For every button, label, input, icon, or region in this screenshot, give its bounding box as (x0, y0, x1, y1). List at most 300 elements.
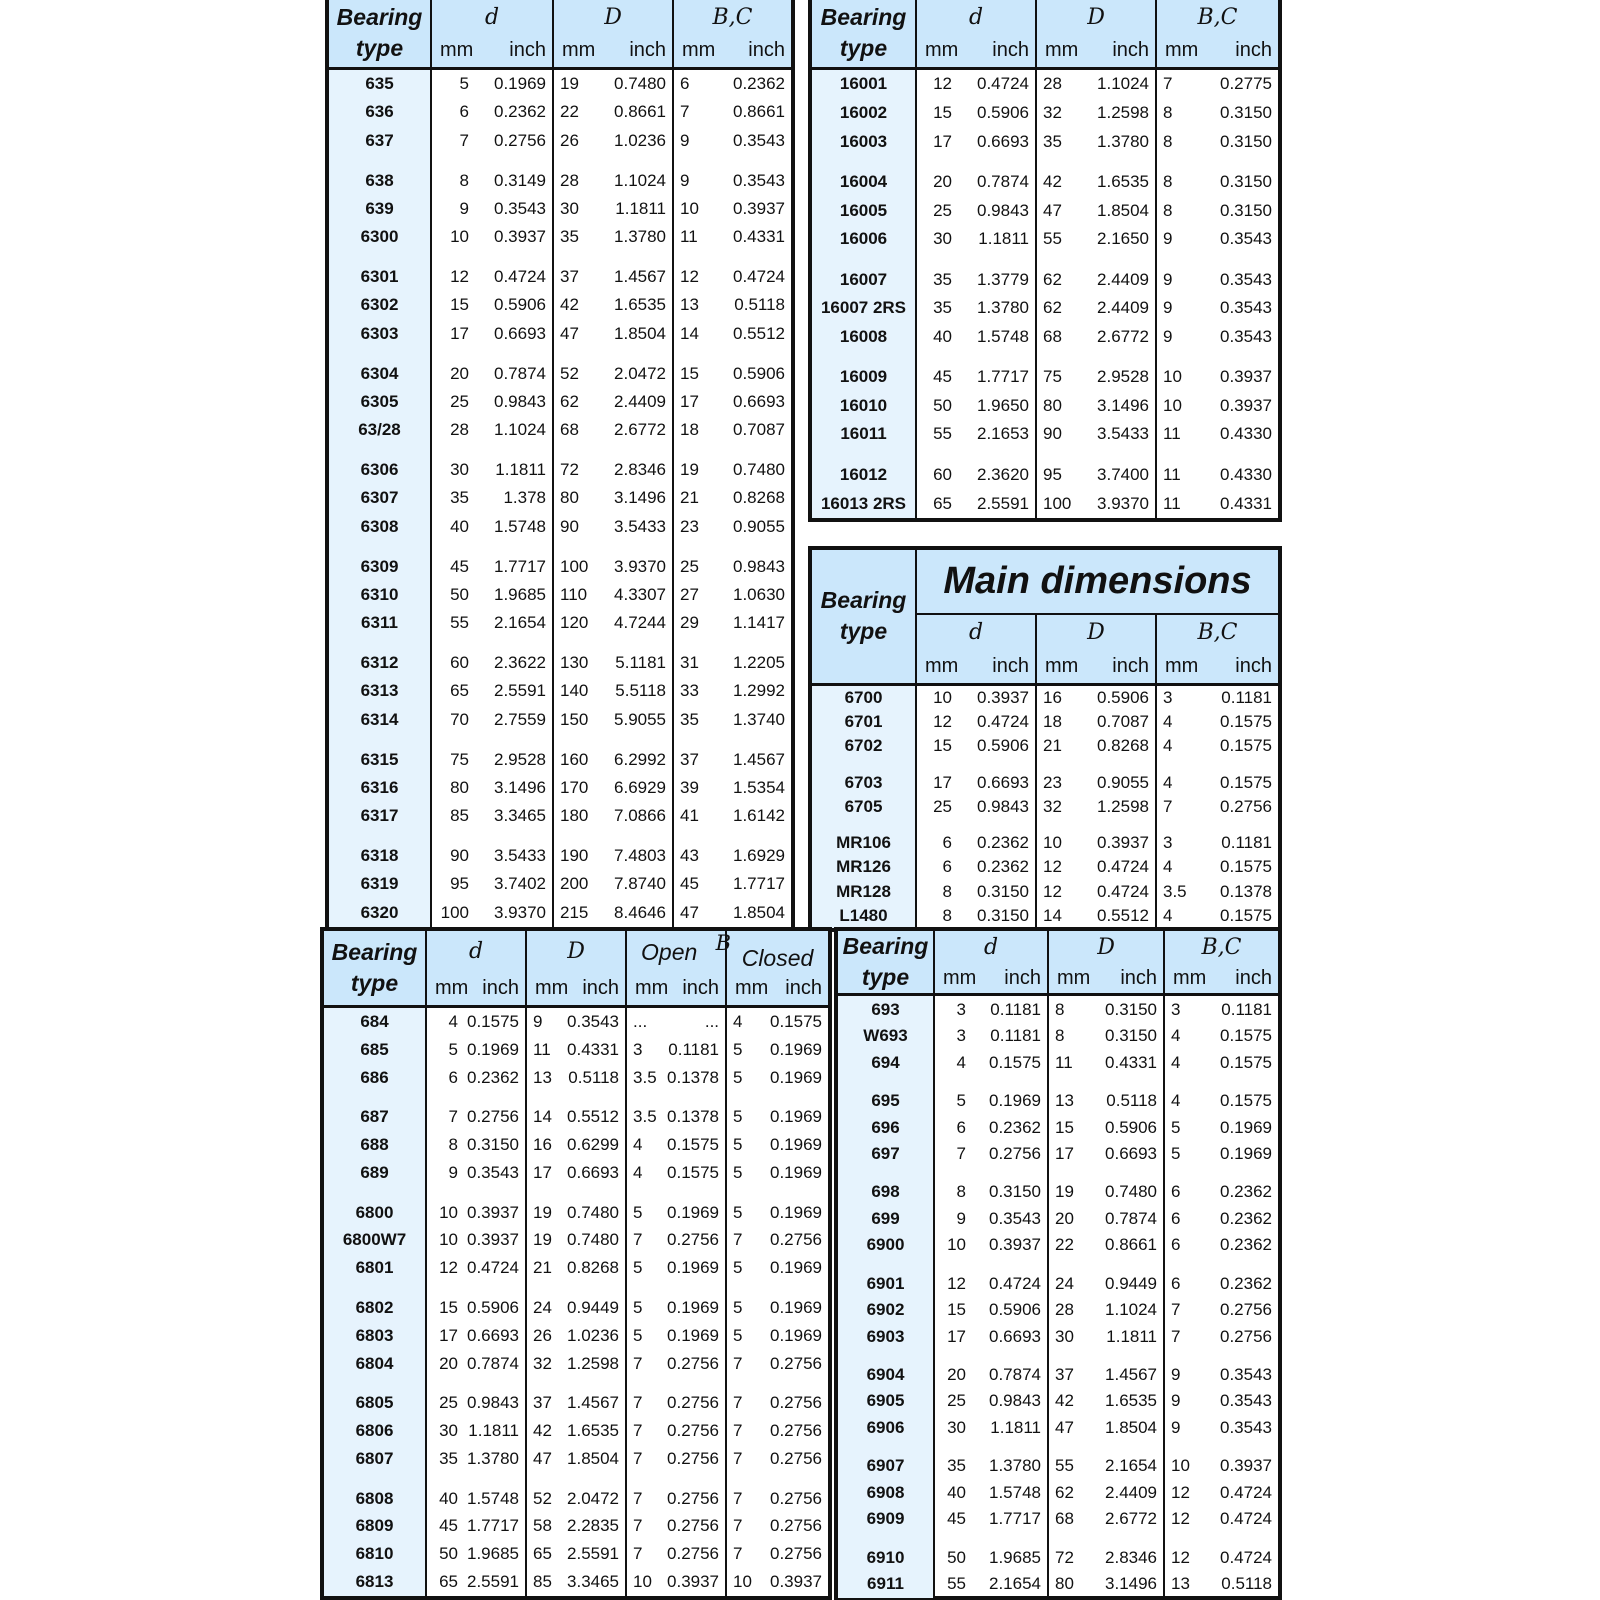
mm-value: 55 (450, 613, 469, 633)
bearing-type-cell: 6804 (324, 1350, 426, 1378)
mm-value: 45 (680, 874, 699, 894)
mm-value: 100 (560, 556, 589, 576)
table-row (838, 1388, 1278, 1414)
table-row (812, 168, 1278, 197)
mm-value: 5 (733, 1202, 743, 1222)
table-row (812, 771, 1278, 795)
D-header: D (526, 931, 626, 972)
inch-value: 2.3620 (958, 461, 1036, 490)
mm-value: 40 (933, 326, 952, 346)
inch-value: 0.2756 (664, 1540, 726, 1568)
inch-value: 0.2362 (464, 1064, 526, 1092)
bearing-type-cell: 6800 (324, 1199, 426, 1227)
inch-value: 4.3307 (595, 581, 673, 609)
mm-value: 28 (1043, 74, 1062, 94)
mm-value: 85 (450, 806, 469, 826)
mm-value: 3 (1171, 999, 1181, 1019)
bearing-type-cell: 16011 (812, 420, 916, 449)
inch-value: 1.9650 (958, 392, 1036, 421)
inch-value: 1.0236 (595, 126, 673, 154)
bearing-type-cell: 6308 (329, 513, 431, 541)
inch-value: 0.1969 (770, 1298, 822, 1317)
inch-value: 0.3937 (1220, 1456, 1272, 1476)
inch-value: 1.6142 (733, 806, 785, 826)
inch-value: 0.2362 (475, 98, 553, 126)
inch-value: 2.6772 (1088, 1506, 1164, 1532)
mm-value: 22 (560, 102, 579, 122)
mm-value: 30 (947, 1417, 966, 1437)
bearing-type-cell: 6705 (812, 795, 916, 819)
mm-value: 5 (1171, 1117, 1181, 1137)
mm-value: 7 (1163, 796, 1173, 816)
inch-value: 7.0866 (595, 802, 673, 830)
bearing-type-cell: 16007 (812, 265, 916, 294)
mm-value: 5 (733, 1135, 743, 1155)
mm-value: 28 (560, 170, 579, 190)
d-header: d (934, 931, 1048, 964)
bearing-type-cell: 6807 (324, 1445, 426, 1473)
mm-value: 12 (1043, 857, 1062, 877)
inch-value: 0.7480 (1088, 1179, 1164, 1205)
inch-value: 3.1496 (1078, 392, 1156, 421)
bearing-type-cell: 6319 (329, 870, 431, 898)
inch-value: 0.7480 (564, 1199, 626, 1227)
inch-value: 1.9685 (464, 1540, 526, 1568)
group-spacer (324, 1091, 828, 1103)
inch-value: 0.3937 (1220, 395, 1272, 415)
bearing-type-cell: 6806 (324, 1417, 426, 1445)
inch-value: 1.4567 (733, 749, 785, 769)
table-row (324, 1036, 828, 1064)
group-spacer (812, 156, 1278, 168)
table-row (329, 126, 791, 154)
inch-value: 1.7717 (972, 1506, 1048, 1532)
bearing-type-cell: 6317 (329, 802, 431, 830)
mm-value: 8 (1055, 1026, 1065, 1046)
group-spacer (812, 253, 1278, 265)
inch-value: 1.1811 (475, 456, 553, 484)
mm-value: 14 (1043, 905, 1062, 925)
mm-value: 5 (459, 73, 469, 93)
table-row (812, 363, 1278, 392)
inch-value: 1.1811 (958, 225, 1036, 254)
mm-value: 7 (633, 1544, 643, 1564)
bearing-type-cell: MR126 (812, 855, 916, 879)
mm-value: 68 (1055, 1509, 1074, 1529)
inch-value: 0.1575 (770, 1011, 822, 1031)
inch-value: 2.5591 (564, 1540, 626, 1568)
table-row (812, 461, 1278, 490)
unit-mm: mm (916, 650, 958, 684)
mm-value: 4 (1171, 1026, 1181, 1046)
mm-value: 17 (933, 131, 952, 151)
mm-value: 41 (680, 806, 699, 826)
mm-value: 25 (933, 200, 952, 220)
inch-value: 0.1969 (972, 1088, 1048, 1114)
table-row (812, 265, 1278, 294)
inch-value: 0.4724 (1220, 1482, 1272, 1502)
mm-value: 9 (533, 1011, 543, 1031)
table-row (329, 842, 791, 870)
table-row (324, 1389, 828, 1417)
d-header: d (916, 614, 1036, 650)
inch-value: 0.3543 (464, 1159, 526, 1187)
unit-inch: inch (972, 964, 1048, 995)
inch-value: 0.5906 (733, 363, 785, 383)
mm-value: 60 (933, 464, 952, 484)
mm-value: 8 (1163, 200, 1173, 220)
inch-value: 1.8504 (595, 319, 673, 347)
inch-value: 2.0472 (564, 1485, 626, 1513)
inch-value: 0.8661 (733, 102, 785, 122)
mm-value: 13 (533, 1067, 552, 1087)
mm-value: 62 (1043, 298, 1062, 318)
table-row (812, 225, 1278, 254)
inch-value: 0.1969 (475, 68, 553, 98)
mm-value: 19 (680, 460, 699, 480)
inch-value: 0.4724 (733, 267, 785, 287)
unit-mm: mm (526, 972, 564, 1006)
inch-value: 0.9843 (972, 1388, 1048, 1414)
inch-value: 0.7874 (464, 1350, 526, 1378)
mm-value: 10 (1171, 1456, 1190, 1476)
inch-value: 0.5906 (1088, 1114, 1164, 1140)
inch-value: 0.2362 (958, 831, 1036, 855)
bearing-type-cell: 6305 (329, 388, 431, 416)
table-row (324, 1131, 828, 1159)
mm-value: 3 (1163, 687, 1173, 707)
mm-value: 28 (1055, 1300, 1074, 1320)
inch-value: 0.7874 (1088, 1206, 1164, 1232)
mm-value: 15 (933, 102, 952, 122)
mm-value: 30 (933, 229, 952, 249)
mm-value: 25 (933, 796, 952, 816)
bearing-type-cell: 689 (324, 1159, 426, 1187)
inch-value: 1.5748 (972, 1480, 1048, 1506)
inch-value: 0.3937 (664, 1568, 726, 1596)
table-row (324, 1540, 828, 1568)
mm-value: 7 (633, 1488, 643, 1508)
inch-value: 0.5906 (1078, 684, 1156, 710)
mm-value: 75 (450, 749, 469, 769)
bearing-type-cell: 6805 (324, 1389, 426, 1417)
inch-value: 0.1575 (1220, 1052, 1272, 1072)
table-row (812, 855, 1278, 879)
mm-value: 7 (956, 1143, 966, 1163)
bearing-type-cell: 6700 (812, 684, 916, 710)
bearing-type-cell: 6314 (329, 706, 431, 734)
unit-inch: inch (664, 972, 726, 1006)
inch-value: 0.3150 (1220, 102, 1272, 122)
table-row (838, 1323, 1278, 1349)
group-spacer (838, 1259, 1278, 1271)
mm-value: 10 (947, 1235, 966, 1255)
mm-value: 6 (942, 833, 952, 853)
group-spacer (324, 1282, 828, 1294)
mm-value: 11 (533, 1039, 551, 1059)
mm-value: 8 (942, 905, 952, 925)
inch-value: 0.3543 (733, 130, 785, 150)
mm-value: 11 (1163, 493, 1181, 513)
unit-inch: inch (1078, 650, 1156, 684)
inch-value: 0.1575 (972, 1049, 1048, 1075)
inch-value: 2.5591 (475, 677, 553, 705)
bearing-type-cell: 6904 (838, 1362, 934, 1388)
inch-value: 1.3780 (972, 1453, 1048, 1479)
mm-value: 9 (1171, 1365, 1181, 1385)
inch-value: 1.7717 (733, 874, 785, 894)
inch-value: 0.3543 (1220, 1417, 1272, 1437)
inch-value: 6.2992 (595, 746, 673, 774)
inch-value: 1.5748 (464, 1485, 526, 1513)
inch-value: 0.7874 (958, 168, 1036, 197)
table-row (324, 1064, 828, 1092)
bearing-type-cell: 6906 (838, 1415, 934, 1441)
bearing-type-cell: 6800W7 (324, 1227, 426, 1255)
inch-value: 0.5512 (564, 1103, 626, 1131)
inch-value: 1.6535 (1078, 168, 1156, 197)
bearing-type-cell: 693 (838, 995, 934, 1023)
bearing-type-cell: 6808 (324, 1485, 426, 1513)
mm-value: ... (633, 1011, 648, 1031)
inch-value: 0.1575 (1220, 736, 1272, 756)
inch-value: 2.5591 (464, 1568, 526, 1596)
mm-value: 30 (560, 198, 579, 218)
inch-value: 0.4724 (1220, 1509, 1272, 1529)
inch-value: 0.3543 (1220, 229, 1272, 249)
inch-value: 3.7400 (1078, 461, 1156, 490)
inch-value: 0.2756 (770, 1516, 822, 1536)
inch-value: 2.1654 (972, 1571, 1048, 1598)
bearing-type-cell: 639 (329, 195, 431, 223)
inch-value: 0.6693 (958, 771, 1036, 795)
unit-mm: mm (934, 964, 972, 995)
inch-value: 0.4331 (564, 1036, 626, 1064)
inch-value: 0.3543 (564, 1006, 626, 1036)
mm-value: 10 (1163, 395, 1182, 415)
mm-value: 8 (956, 1182, 966, 1202)
inch-value: 1.5354 (733, 777, 785, 797)
table-row (324, 1568, 828, 1596)
mm-value: 20 (933, 172, 952, 192)
mm-value: 15 (1055, 1117, 1074, 1137)
mm-value: 20 (450, 363, 469, 383)
inch-value: 0.2756 (1220, 1326, 1272, 1346)
mm-value: 95 (450, 874, 469, 894)
mm-value: 65 (533, 1544, 552, 1564)
inch-value: 0.2362 (1220, 1182, 1272, 1202)
group-spacer (329, 637, 791, 649)
mm-value: 20 (439, 1353, 458, 1373)
mm-value: 65 (439, 1572, 458, 1592)
mm-value: 17 (680, 391, 699, 411)
mm-value: 11 (1055, 1052, 1073, 1072)
mm-value: 90 (1043, 424, 1062, 444)
table-row (838, 1271, 1278, 1297)
inch-value: 0.2756 (664, 1389, 726, 1417)
table-row (838, 1362, 1278, 1388)
mm-value: 6 (448, 1067, 458, 1087)
group-spacer (329, 830, 791, 842)
mm-value: 7 (633, 1353, 643, 1373)
mm-value: 3 (956, 1026, 966, 1046)
table-row (329, 746, 791, 774)
mm-value: 5 (448, 1039, 458, 1059)
inch-value: 2.1650 (1078, 225, 1156, 254)
mm-value: 52 (560, 363, 579, 383)
bearing-type-cell: 16009 (812, 363, 916, 392)
group-spacer (329, 251, 791, 263)
mm-value: 21 (1043, 736, 1062, 756)
inch-value: 3.1496 (475, 774, 553, 802)
mm-value: 47 (1043, 200, 1062, 220)
inch-value: 0.1378 (664, 1064, 726, 1092)
mm-value: 80 (450, 777, 469, 797)
mm-value: 13 (1171, 1574, 1190, 1594)
inch-value: 0.2756 (770, 1544, 822, 1564)
mm-value: 8 (459, 170, 469, 190)
inch-value: 0.3937 (770, 1572, 822, 1592)
bearing-type-cell: 695 (838, 1088, 934, 1114)
mm-value: 45 (947, 1509, 966, 1529)
mm-value: 8 (1163, 102, 1173, 122)
table-row (329, 263, 791, 291)
inch-value: 1.2598 (564, 1350, 626, 1378)
mm-value: 6 (680, 73, 690, 93)
inch-value: 0.1575 (664, 1131, 726, 1159)
mm-value: 5 (733, 1162, 743, 1182)
mm-value: 7 (733, 1516, 743, 1536)
mm-value: 14 (680, 323, 699, 343)
inch-value: 3.7402 (475, 870, 553, 898)
inch-value: 1.8504 (1078, 196, 1156, 225)
mm-value: 26 (533, 1325, 552, 1345)
table-row (812, 392, 1278, 421)
inch-value: 0.5906 (475, 291, 553, 319)
inch-value: 1.1811 (972, 1415, 1048, 1441)
inch-value: 1.9685 (475, 581, 553, 609)
group-spacer (812, 449, 1278, 461)
mm-value: 4 (733, 1011, 743, 1031)
inch-value: 0.3543 (1220, 1391, 1272, 1411)
mm-value: 7 (633, 1448, 643, 1468)
unit-mm: mm (1156, 650, 1198, 684)
mm-value: 9 (1163, 326, 1173, 346)
inch-value: 0.4724 (958, 710, 1036, 734)
bearing-type-cell: 16010 (812, 392, 916, 421)
table-row (329, 870, 791, 898)
mm-value: 6 (1171, 1235, 1181, 1255)
inch-value: 3.9370 (475, 899, 553, 927)
mm-value: 4 (633, 1162, 643, 1182)
bearing-type-cell: 6304 (329, 360, 431, 388)
inch-value: 0.5118 (734, 295, 785, 315)
mm-value: 5 (733, 1067, 743, 1087)
mm-value: 6 (459, 102, 469, 122)
inch-value: 0.1969 (770, 1039, 822, 1059)
mm-value: 40 (439, 1488, 458, 1508)
mm-value: 7 (1171, 1326, 1181, 1346)
table-69-grid (838, 931, 1278, 1598)
table-row (329, 456, 791, 484)
inch-value: 1.3780 (464, 1445, 526, 1473)
inch-value: 0.2362 (1220, 1235, 1272, 1255)
mm-value: 5 (956, 1091, 966, 1111)
mm-value: 65 (450, 681, 469, 701)
inch-value: 2.4409 (1078, 294, 1156, 323)
mm-value: 9 (956, 1208, 966, 1228)
mm-value: 33 (680, 681, 699, 701)
bearing-type-cell: 6900 (838, 1232, 934, 1258)
inch-value: 0.1969 (770, 1162, 822, 1182)
mm-value: 72 (1055, 1547, 1074, 1567)
table-row (838, 1480, 1278, 1506)
mm-value: 50 (947, 1547, 966, 1567)
mm-value: 10 (680, 198, 699, 218)
unit-inch: inch (713, 34, 791, 68)
mm-value: 90 (560, 516, 579, 536)
mm-value: 12 (933, 74, 952, 94)
inch-value: 0.1181 (972, 995, 1048, 1023)
inch-value: 0.3149 (475, 167, 553, 195)
inch-value: 1.2992 (733, 681, 785, 701)
mm-value: 10 (1043, 833, 1062, 853)
bearing-type-cell: MR106 (812, 831, 916, 855)
mm-value: 15 (947, 1300, 966, 1320)
mm-value: 62 (1055, 1482, 1074, 1502)
unit-inch: inch (1198, 34, 1278, 68)
unit-inch: inch (1198, 650, 1278, 684)
mm-value: 65 (933, 493, 952, 513)
inch-value: 0.7874 (475, 360, 553, 388)
table-row (838, 1206, 1278, 1232)
mm-value: 5 (633, 1298, 643, 1317)
mm-value: 7 (733, 1488, 743, 1508)
table-row (838, 1297, 1278, 1323)
mm-value: 26 (560, 130, 579, 150)
inch-value: 3.1496 (595, 484, 673, 512)
inch-value: 0.8661 (595, 98, 673, 126)
inch-value: 0.7087 (1078, 710, 1156, 734)
table-row (324, 1103, 828, 1131)
mm-value: 130 (560, 653, 589, 673)
mm-value: 15 (450, 295, 469, 315)
inch-value: 0.4724 (972, 1271, 1048, 1297)
table-row (324, 1294, 828, 1322)
mm-value: 5 (633, 1258, 643, 1278)
mm-value: 7 (1163, 74, 1173, 94)
table-row (329, 68, 791, 98)
bearing-type-cell: 6315 (329, 746, 431, 774)
mm-value: 20 (1055, 1208, 1074, 1228)
table-68-grid (324, 931, 828, 1596)
mm-value: 37 (1055, 1365, 1074, 1385)
bearing-type-cell: 6303 (329, 319, 431, 347)
mm-value: 35 (933, 269, 952, 289)
bearing-type-cell: 6312 (329, 649, 431, 677)
inch-value: 0.1575 (1220, 1026, 1272, 1046)
bearing-type-header: Bearing type (812, 0, 916, 68)
bearing-type-cell: 637 (329, 126, 431, 154)
table-row (324, 1417, 828, 1445)
inch-value: 0.1969 (770, 1107, 822, 1127)
mm-value: 10 (933, 687, 952, 707)
mm-value: 7 (733, 1230, 743, 1250)
inch-value: 0.3543 (1220, 1365, 1272, 1385)
inch-value: 0.9449 (564, 1294, 626, 1322)
inch-value: 0.3543 (1220, 326, 1272, 346)
inch-value: 0.2362 (972, 1114, 1048, 1140)
